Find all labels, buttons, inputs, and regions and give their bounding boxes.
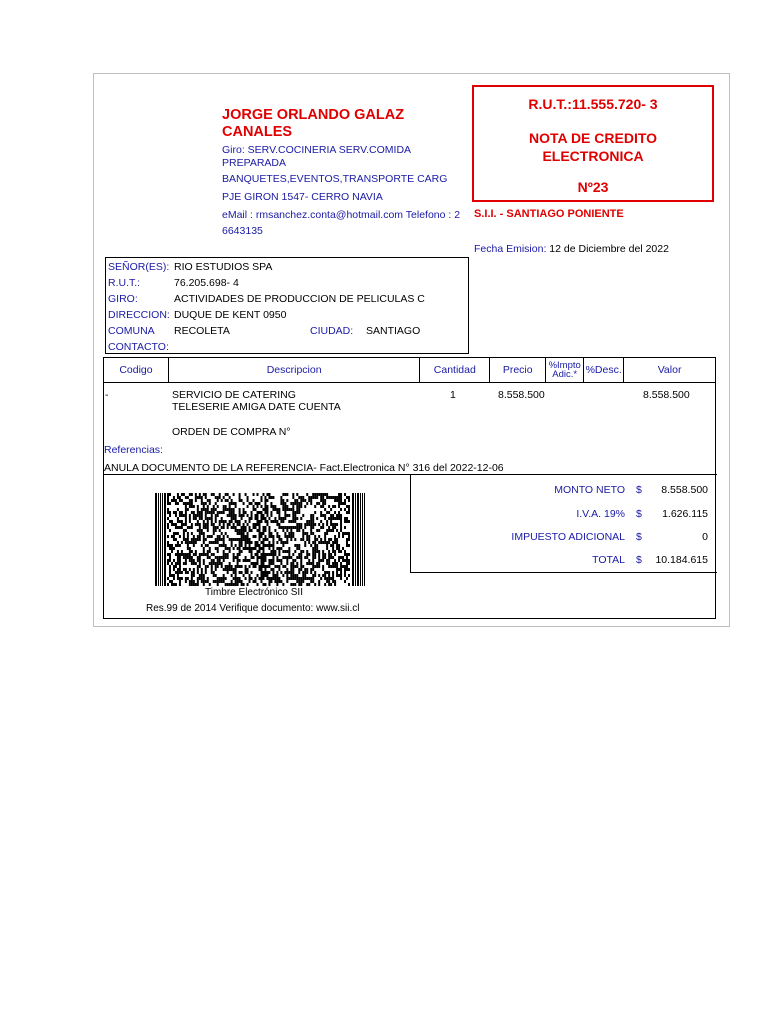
item-precio: 8.558.500 bbox=[498, 389, 545, 401]
header-valor: Valor bbox=[624, 358, 716, 383]
emission-date-value: 12 de Diciembre del 2022 bbox=[549, 243, 669, 255]
client-ciudad-value: SANTIAGO bbox=[366, 325, 421, 337]
item-codigo: - bbox=[105, 389, 109, 401]
totals-adicional-currency: $ bbox=[636, 531, 642, 543]
referencia-text: ANULA DOCUMENTO DE LA REFERENCIA- Fact.Electronica N° 316 del 2022-12-06 bbox=[104, 462, 504, 474]
items-table bbox=[103, 357, 716, 383]
document-number: Nº23 bbox=[577, 179, 609, 195]
totals-box bbox=[410, 474, 717, 573]
sii-office: S.I.I. - SANTIAGO PONIENTE bbox=[474, 208, 624, 220]
totals-adicional-row bbox=[411, 531, 716, 545]
bottom-section bbox=[103, 474, 716, 619]
credit-note-document bbox=[93, 73, 730, 627]
totals-total-currency: $ bbox=[636, 554, 642, 566]
issuer-contact-line2: 6643135 bbox=[222, 225, 263, 237]
client-direccion-value: DUQUE DE KENT 0950 bbox=[174, 309, 287, 321]
issuer-address: PJE GIRON 1547- CERRO NAVIA bbox=[222, 191, 383, 203]
client-giro-label: GIRO: bbox=[108, 293, 138, 305]
totals-total-label: TOTAL bbox=[592, 554, 625, 566]
totals-adicional-value: 0 bbox=[702, 531, 708, 543]
client-direccion-row bbox=[108, 309, 286, 321]
totals-iva-row bbox=[411, 508, 716, 522]
item-desc-line3: ORDEN DE COMPRA N° bbox=[172, 426, 291, 438]
header-desc: %Desc. bbox=[584, 358, 624, 383]
document-type-line1: NOTA DE CREDITO bbox=[528, 130, 658, 146]
client-contacto-label: CONTACTO: bbox=[108, 341, 169, 353]
totals-adicional-label: IMPUESTO ADICIONAL bbox=[511, 531, 625, 543]
header-codigo: Codigo bbox=[104, 358, 169, 383]
emission-date-label: Fecha Emision: bbox=[474, 243, 547, 255]
timbre-barcode bbox=[155, 493, 365, 586]
header-cantidad: Cantidad bbox=[420, 358, 490, 383]
item-desc-line1: SERVICIO DE CATERING bbox=[172, 389, 296, 401]
items-header-row bbox=[104, 358, 716, 383]
client-rut-row bbox=[108, 277, 239, 289]
issuer-giro-line3: BANQUETES,EVENTOS,TRANSPORTE CARG bbox=[222, 173, 448, 185]
issuer-name: JORGE ORLANDO GALAZ CANALES bbox=[222, 107, 405, 140]
issuer-contact-line1: eMail : rmsanchez.conta@hotmail.com Telefono : 2 bbox=[222, 209, 461, 221]
client-comuna-value: RECOLETA bbox=[174, 325, 230, 337]
client-direccion-label: DIRECCION: bbox=[108, 309, 170, 321]
issuer-giro-line1: Giro: SERV.COCINERIA SERV.COMIDA bbox=[222, 144, 412, 156]
client-contacto-row bbox=[108, 341, 174, 353]
totals-iva-label: I.V.A. 19% bbox=[576, 508, 625, 520]
items-body-frame bbox=[103, 381, 716, 474]
client-comuna-row bbox=[108, 325, 420, 337]
totals-neto-label: MONTO NETO bbox=[554, 484, 625, 496]
totals-iva-currency: $ bbox=[636, 508, 642, 520]
item-desc-line2: TELESERIE AMIGA DATE CUENTA bbox=[172, 401, 341, 413]
client-rut-label: R.U.T.: bbox=[108, 277, 141, 289]
document-type bbox=[474, 129, 712, 165]
timbre-caption: Timbre Electrónico SII bbox=[205, 587, 303, 598]
client-ciudad-label: CIUDAD: bbox=[310, 325, 354, 337]
client-senor-row bbox=[108, 261, 272, 273]
totals-neto-value: 8.558.500 bbox=[661, 484, 708, 496]
client-giro-value: ACTIVIDADES DE PRODUCCION DE PELICULAS C bbox=[174, 293, 425, 305]
totals-iva-value: 1.626.115 bbox=[662, 508, 708, 520]
header-descripcion: Descripcion bbox=[168, 358, 419, 383]
client-giro-row bbox=[108, 293, 425, 305]
client-box bbox=[105, 257, 469, 354]
document-type-line2: ELECTRONICA bbox=[542, 148, 644, 164]
issuer-giro-line2: PREPARADA bbox=[222, 157, 286, 169]
totals-total-value: 10.184.615 bbox=[655, 554, 708, 566]
totals-total-row bbox=[411, 554, 716, 568]
document-type-box bbox=[472, 85, 714, 202]
item-cantidad: 1 bbox=[450, 389, 456, 401]
emission-date bbox=[474, 243, 669, 255]
header-impto-line1: %Impto bbox=[548, 360, 581, 371]
totals-neto-currency: $ bbox=[636, 484, 642, 496]
client-senor-value: RIO ESTUDIOS SPA bbox=[174, 261, 273, 273]
timbre-verify: Res.99 de 2014 Verifique documento: www.sii.cl bbox=[146, 603, 360, 614]
item-valor: 8.558.500 bbox=[643, 389, 690, 401]
client-senor-label: SEÑOR(ES): bbox=[108, 261, 170, 273]
referencias-label: Referencias: bbox=[104, 444, 163, 456]
client-comuna-label: COMUNA bbox=[108, 325, 155, 337]
header-precio: Precio bbox=[490, 358, 546, 383]
header-impto bbox=[546, 358, 584, 383]
client-rut-value: 76.205.698- 4 bbox=[174, 277, 239, 289]
header-impto-line2: Adic.* bbox=[552, 369, 578, 380]
totals-neto-row bbox=[411, 484, 716, 498]
issuer-rut: R.U.T.:11.555.720- 3 bbox=[528, 96, 658, 112]
